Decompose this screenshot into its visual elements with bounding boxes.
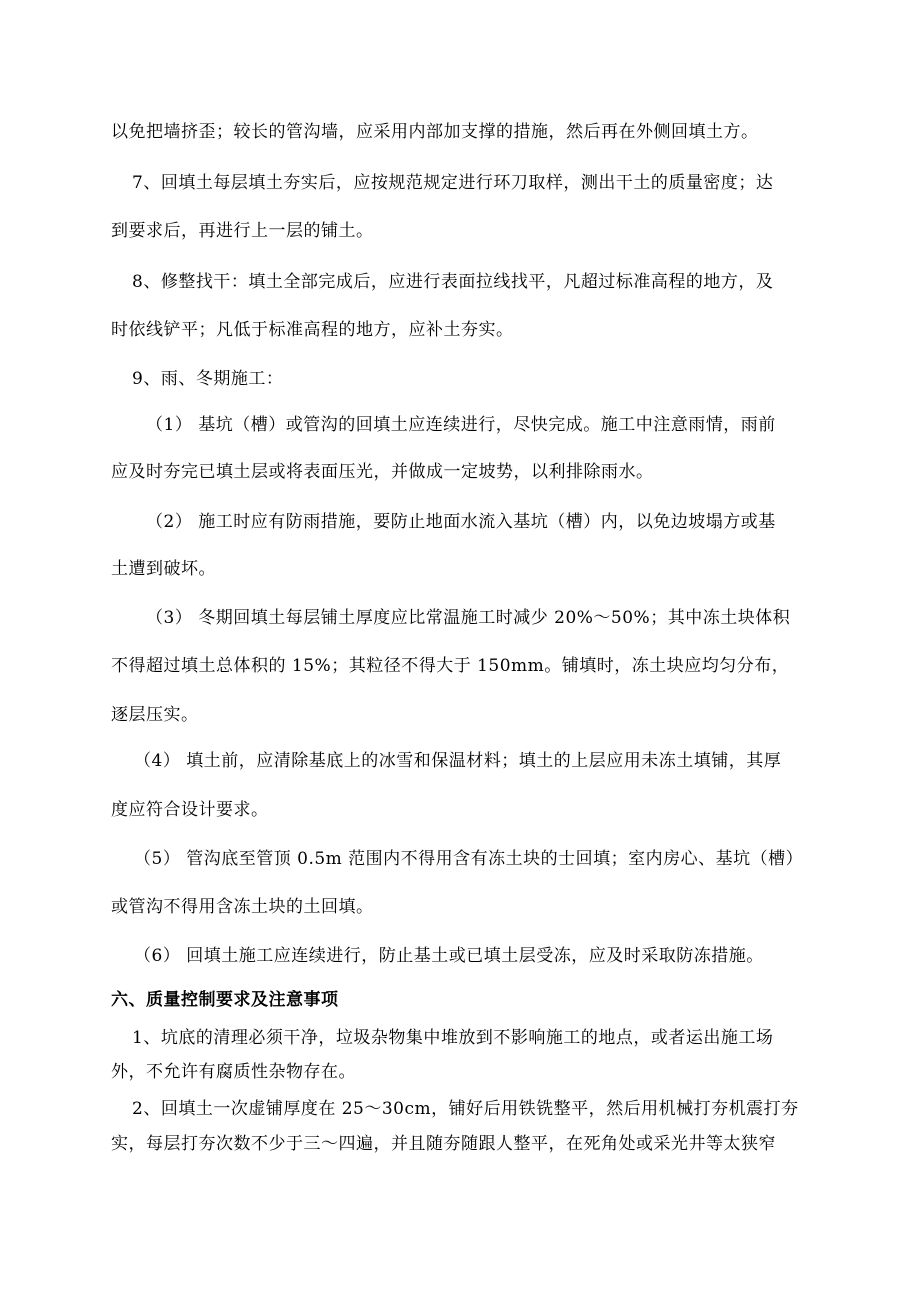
paragraph-line: （3） 冬期回填土每层铺土厚度应比常温施工时减少 20%～50%；其中冻土块体积 — [146, 608, 791, 628]
section-heading: 六、质量控制要求及注意事项 — [111, 990, 339, 1010]
paragraph-line: 2、回填土一次虚铺厚度在 25～30cm，铺好后用铁铣整平，然后用机械打夯机震打夯 — [132, 1099, 799, 1119]
paragraph-line: 外，不允许有腐质性杂物存在。 — [111, 1062, 356, 1082]
paragraph-line: 7、回填土每层填土夯实后，应按规范规定进行环刀取样，测出干土的质量密度；达 — [132, 173, 774, 193]
paragraph-line: 实，每层打夯次数不少于三～四遍，并且随夯随跟人整平，在死角处或采光井等太狭窄 — [111, 1134, 776, 1154]
paragraph-line: 时依线铲平；凡低于标准高程的地方，应补土夯实。 — [111, 320, 514, 340]
paragraph-line: 逐层压实。 — [111, 705, 199, 725]
paragraph-line: （1） 基坑（槽）或管沟的回填土应连续进行，尽快完成。施工中注意雨情，雨前 — [146, 415, 776, 435]
paragraph-line: 或管沟不得用含冻土块的土回填。 — [111, 897, 374, 917]
paragraph-line: 土遭到破坏。 — [111, 559, 216, 579]
paragraph-line: 应及时夯完已填土层或将表面压光，并做成一定坡势，以利排除雨水。 — [111, 462, 654, 482]
paragraph-line: 以免把墙挤歪；较长的管沟墙，应采用内部加支撑的措施，然后再在外侧回填土方。 — [111, 122, 759, 142]
paragraph-line: 度应符合设计要求。 — [111, 800, 269, 820]
paragraph-line: （6） 回填土施工应连续进行，防止基土或已填土层受冻，应及时采取防冻措施。 — [134, 946, 764, 966]
paragraph-line: （5） 管沟底至管顶 0.5m 范围内不得用含有冻土块的士回填；室内房心、基坑（槽） — [134, 849, 804, 869]
paragraph-line: 8、修整找干：填土全部完成后，应进行表面拉线找平，凡超过标准高程的地方，及 — [132, 272, 774, 292]
paragraph-line: 9、雨、冬期施工： — [132, 369, 284, 389]
paragraph-line: 不得超过填土总体积的 15%；其粒径不得大于 150mm。铺填时，冻土块应均匀分布， — [111, 656, 790, 676]
paragraph-line: （2） 施工时应有防雨措施，要防止地面水流入基坑（槽）内，以免边坡塌方或基 — [146, 512, 776, 532]
paragraph-line: 到要求后，再进行上一层的铺土。 — [111, 221, 374, 241]
paragraph-line: （4） 填土前，应清除基底上的冰雪和保温材料；填土的上层应用未冻土填铺，其厚 — [134, 751, 782, 771]
paragraph-line: 1、坑底的清理必须干净，垃圾杂物集中堆放到不影响施工的地点，或者运出施工场 — [132, 1028, 774, 1048]
